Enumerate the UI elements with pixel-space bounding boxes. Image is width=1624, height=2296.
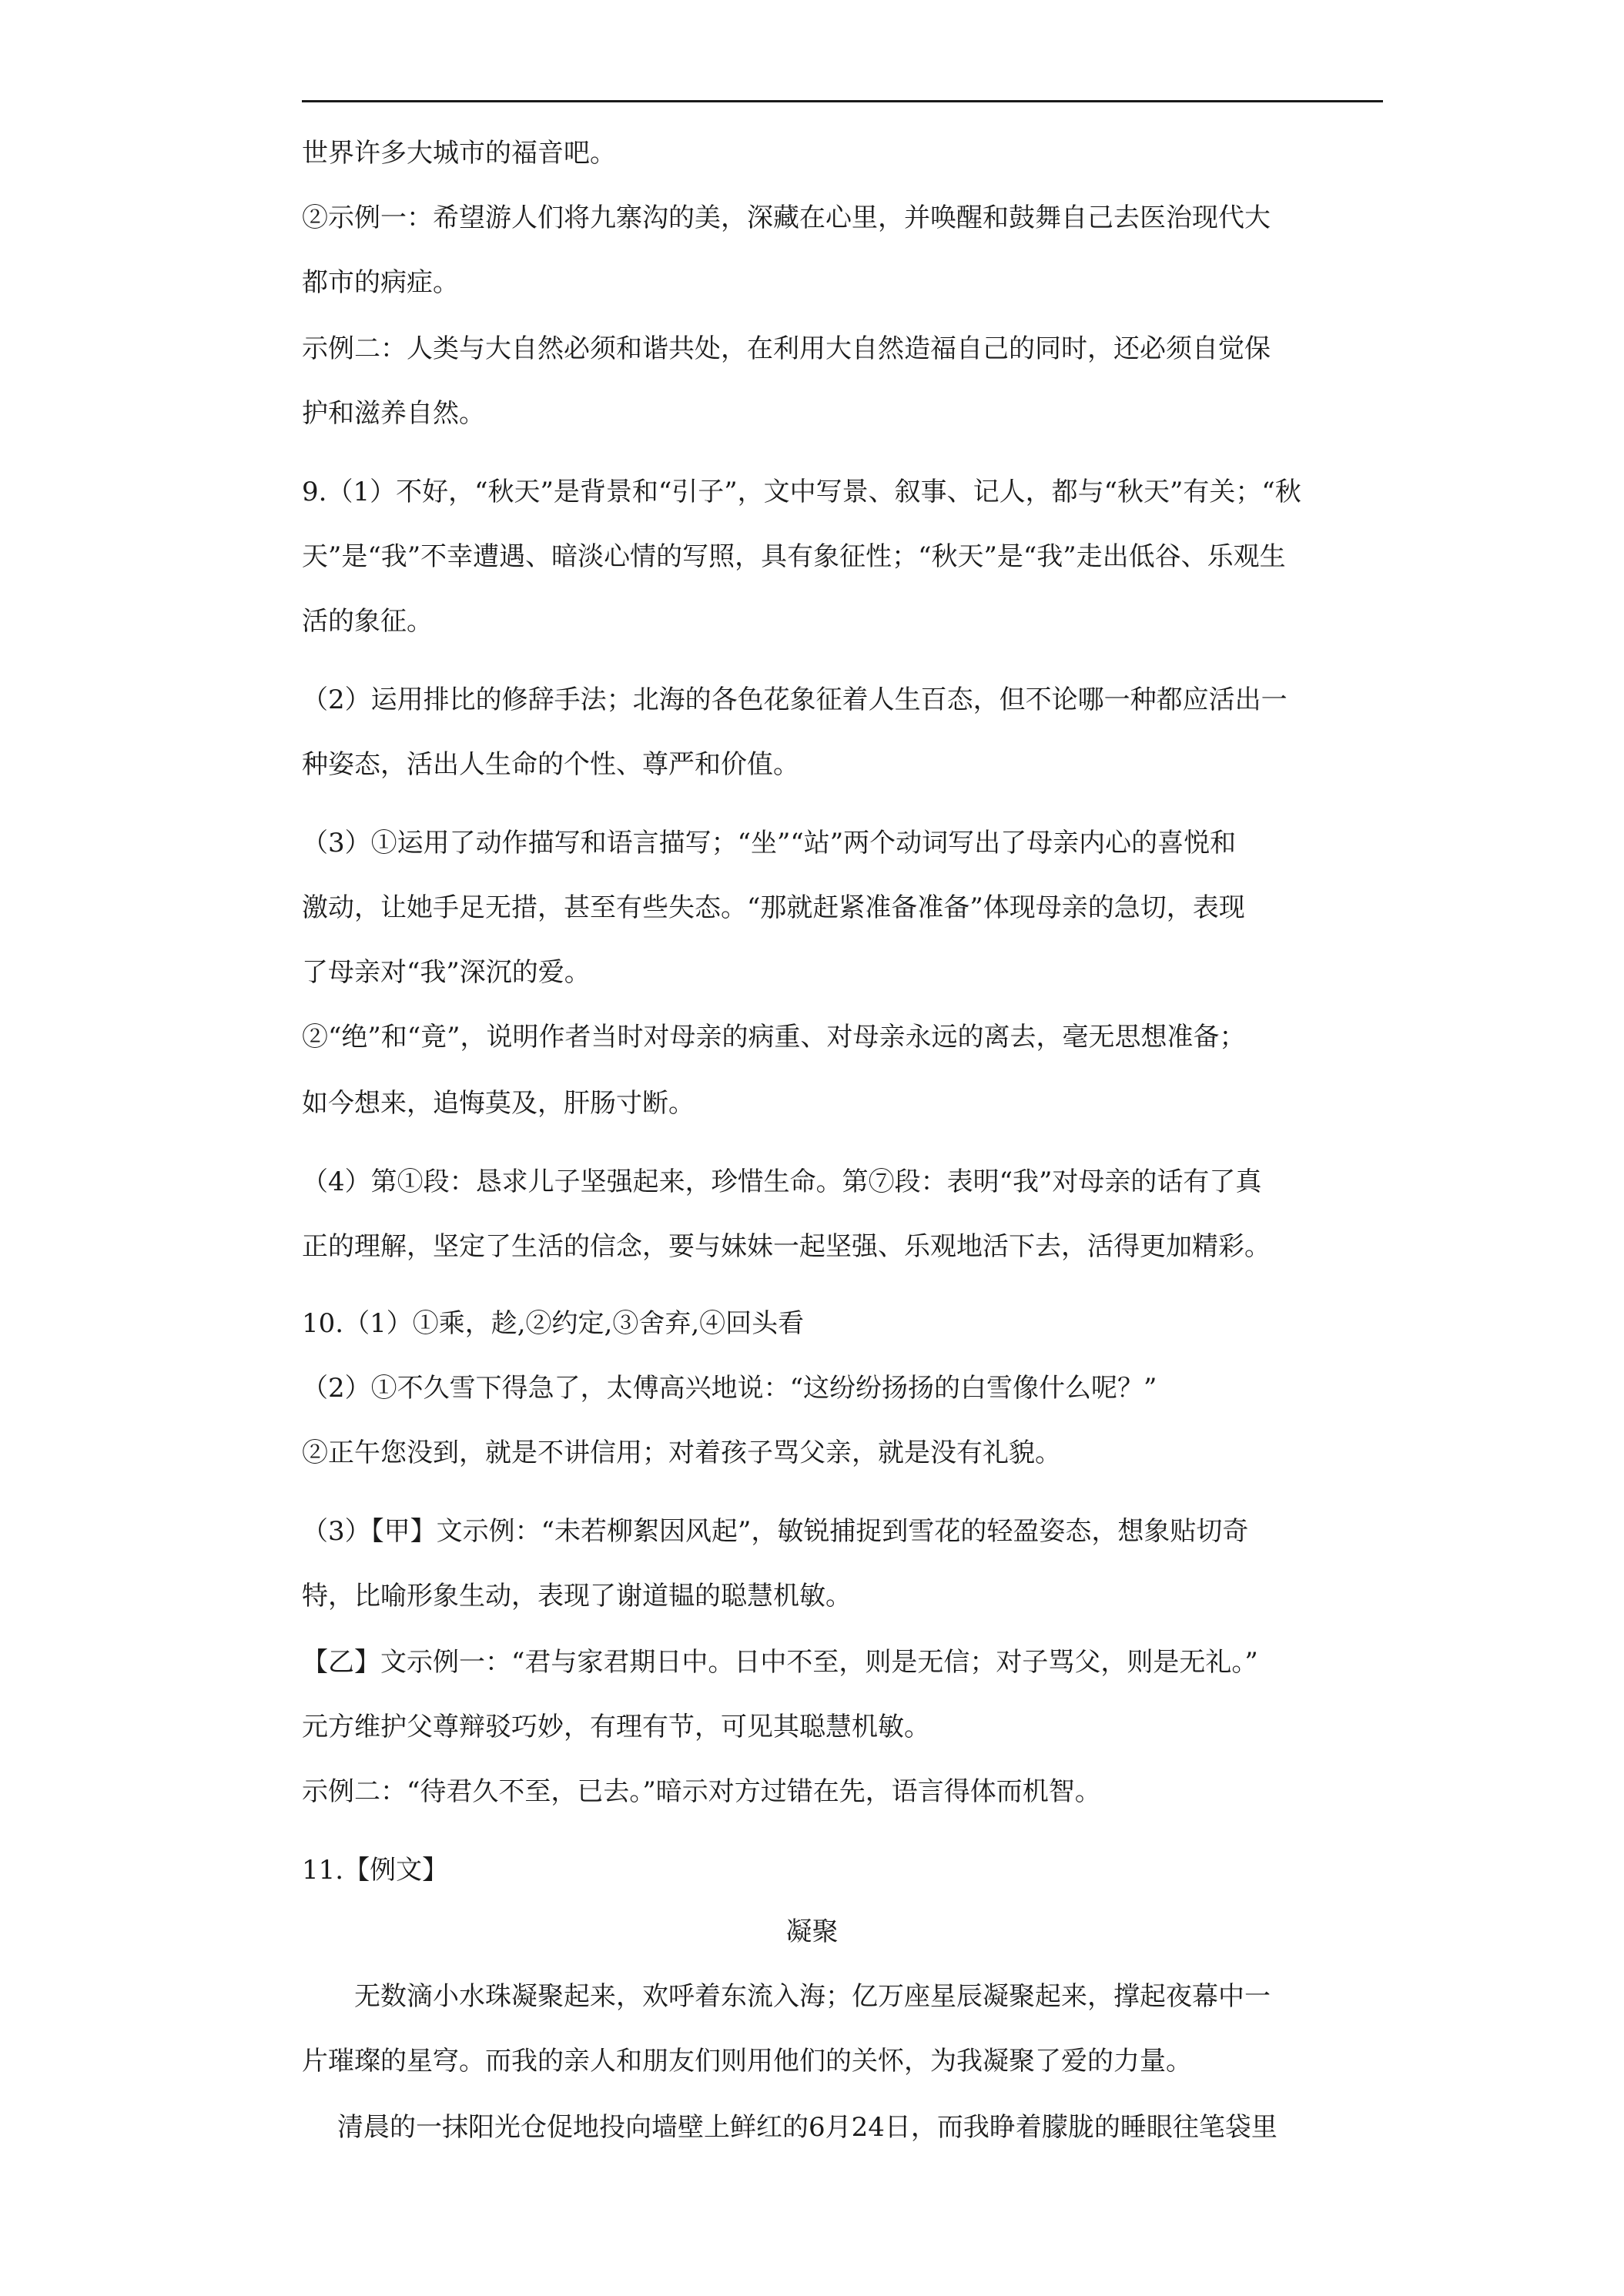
text-line: 【乙】文示例一：“君与家君期日中。日中不至，则是无信；对子骂父，则是无礼。” <box>302 1647 1258 1678</box>
text-line: ②示例一：希望游人们将九寨沟的美，深藏在心里，并唤醒和鼓舞自己去医治现代大 <box>302 202 1271 233</box>
text-line: （3）①运用了动作描写和语言描写；“坐”“站”两个动词写出了母亲内心的喜悦和 <box>302 828 1237 858</box>
text-line: （3）【甲】文示例：“未若柳絮因风起”，敏锐捕捉到雪花的轻盈姿态，想象贴切奇 <box>302 1516 1249 1547</box>
text-line: 如今想来，追悔莫及，肝肠寸断。 <box>302 1088 695 1119</box>
text-line: 元方维护父尊辩驳巧妙，有理有节，可见其聪慧机敏。 <box>302 1712 930 1742</box>
text-line: （2）运用排比的修辞手法；北海的各色花象征着人生百态，但不论哪一种都应活出一 <box>302 684 1287 715</box>
text-line: 护和滋养自然。 <box>302 398 485 429</box>
text-line: 天”是“我”不幸遭遇、暗淡心情的写照，具有象征性；“秋天”是“我”走出低谷、乐观生 <box>302 541 1286 572</box>
text-line: 世界许多大城市的福音吧。 <box>302 138 616 169</box>
text-line: （2）①不久雪下得急了，太傅高兴地说：“这纷纷扬扬的白雪像什么呢？” <box>302 1373 1157 1404</box>
text-line: 示例二：“待君久不至，已去。”暗示对方过错在先，语言得体而机智。 <box>302 1776 1101 1807</box>
text-line: （4）第①段：恳求儿子坚强起来，珍惜生命。第⑦段：表明“我”对母亲的话有了真 <box>302 1166 1262 1197</box>
text-line: 特，比喻形象生动，表现了谢道韫的聪慧机敏。 <box>302 1581 852 1612</box>
text-line: 活的象征。 <box>302 606 433 637</box>
answer-9-line: 9.（1）不好，“秋天”是背景和“引子”，文中写景、叙事、记人，都与“秋天”有关；“秋 <box>302 477 1301 507</box>
text-line: 示例二：人类与大自然必须和谐共处，在利用大自然造福自己的同时，还必须自觉保 <box>302 333 1271 364</box>
essay-title: 凝聚 <box>785 1916 839 1947</box>
essay-paragraph-line: 无数滴小水珠凝聚起来，欢呼着东流入海；亿万座星辰凝聚起来，撑起夜幕中一 <box>354 1981 1271 2012</box>
text-line: ②正午您没到，就是不讲信用；对着孩子骂父亲，就是没有礼貌。 <box>302 1438 1061 1468</box>
answer-11-line: 11.【例文】 <box>302 1855 449 1886</box>
text-line: ②“绝”和“竟”，说明作者当时对母亲的病重、对母亲永远的离去，毫无思想准备； <box>302 1022 1246 1053</box>
essay-paragraph-line: 清晨的一抹阳光仓促地投向墙壁上鲜红的6月24日，而我睁着朦胧的睡眼往笔袋里 <box>337 2112 1277 2143</box>
text-line: 种姿态，活出人生命的个性、尊严和价值。 <box>302 749 799 780</box>
text-line: 正的理解，坚定了生活的信念，要与妹妹一起坚强、乐观地活下去，活得更加精彩。 <box>302 1231 1271 1262</box>
essay-paragraph-line: 片璀璨的星穹。而我的亲人和朋友们则用他们的关怀，为我凝聚了爱的力量。 <box>302 2046 1192 2077</box>
answer-10-line: 10.（1）①乘，趁,②约定,③舍弃,④回头看 <box>302 1308 805 1339</box>
header-rule <box>302 100 1383 102</box>
text-line: 激动，让她手足无措，甚至有些失态。“那就赶紧准备准备”体现母亲的急切，表现 <box>302 892 1245 923</box>
text-line: 都市的病症。 <box>302 267 459 298</box>
text-line: 了母亲对“我”深沉的爱。 <box>302 957 591 988</box>
